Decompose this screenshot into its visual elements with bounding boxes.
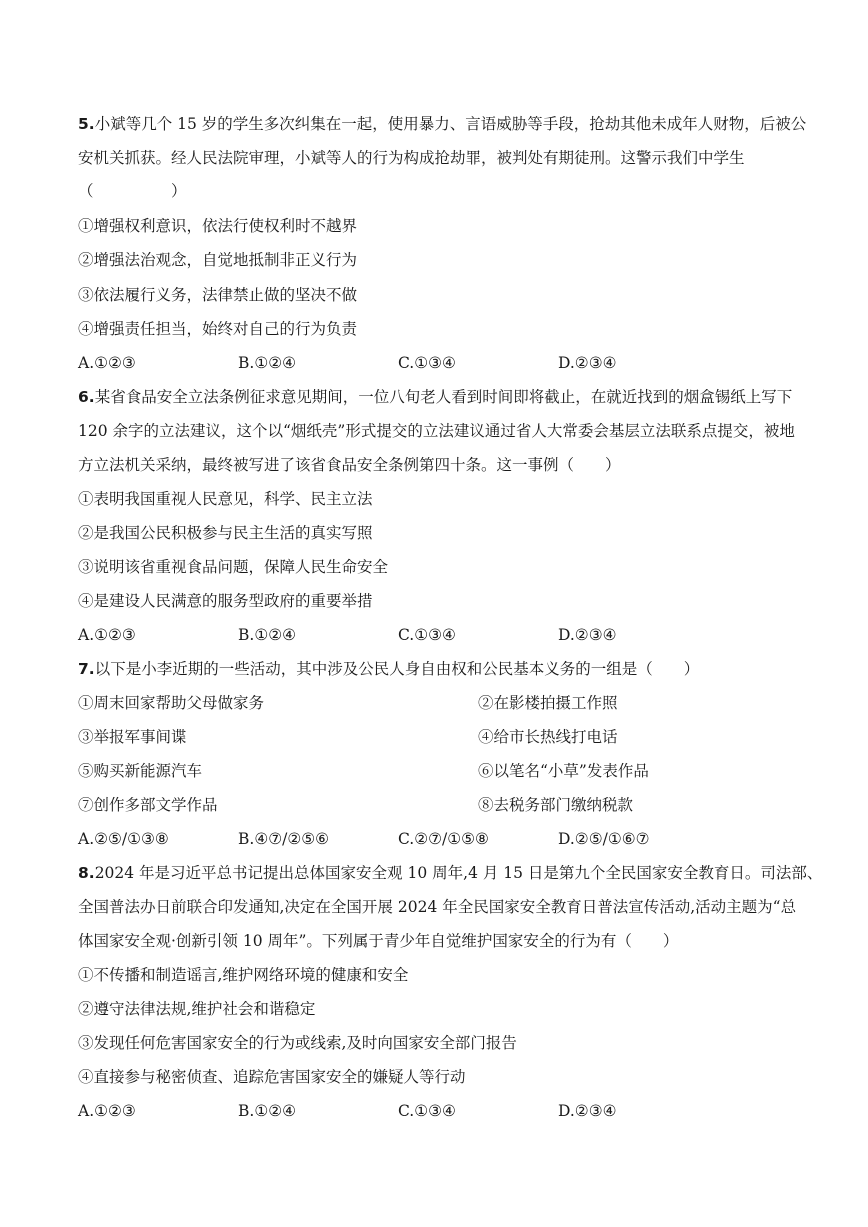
statement: ④是建设人民满意的服务型政府的重要举措 — [78, 592, 373, 610]
statement: ④增强责任担当，始终对自己的行为负责 — [78, 320, 358, 338]
choice-b[interactable]: B.①②④ — [238, 354, 297, 372]
statement: ③依法履行义务，法律禁止做的坚决不做 — [78, 286, 358, 304]
statement: ⑥以笔名“小草”发表作品 — [478, 762, 649, 780]
question-stem: 小斌等几个 15 岁的学生多次纠集在一起，使用暴力、言语威胁等手段，抢劫其他未成年人财物，后被公 — [94, 115, 807, 133]
statement: ③举报军事间谍 — [78, 728, 187, 746]
question-stem: 以下是小李近期的一些活动，其中涉及公民人身自由权和公民基本义务的一组是（ ） — [94, 660, 700, 678]
question-stem: 体国家安全观·创新引领 10 周年”。下列属于青少年自觉维护国家安全的行为有（ ） — [78, 932, 679, 950]
statement: ⑤购买新能源汽车 — [78, 762, 203, 780]
choice-d[interactable]: D.②③④ — [558, 354, 617, 372]
statement: ⑧去税务部门缴纳税款 — [478, 796, 634, 814]
statement: ①不传播和制造谣言,维护网络环境的健康和安全 — [78, 966, 409, 984]
choice-d[interactable]: D.②③④ — [558, 626, 617, 644]
statement: ③说明该省重视食品问题，保障人民生命安全 — [78, 558, 389, 576]
statement: ②是我国公民积极参与民主生活的真实写照 — [78, 524, 373, 542]
statement: ④直接参与秘密侦查、追踪危害国家安全的嫌疑人等行动 — [78, 1068, 466, 1086]
statement: ②增强法治观念，自觉地抵制非正义行为 — [78, 251, 358, 269]
choice-b[interactable]: B.④⑦/②⑤⑥ — [238, 830, 330, 848]
question-8-line-1 — [78, 863, 822, 883]
statement: ③发现任何危害国家安全的行为或线索,及时向国家安全部门报告 — [78, 1034, 517, 1052]
choice-c[interactable]: C.①③④ — [398, 1102, 456, 1120]
choice-c[interactable]: C.②⑦/①⑤⑧ — [398, 830, 489, 848]
question-number: 5. — [78, 115, 95, 133]
statement: ①增强权利意识，依法行使权利时不越界 — [78, 217, 358, 235]
choice-b[interactable]: B.①②④ — [238, 1102, 297, 1120]
statement: ②遵守法律法规,维护社会和谐稳定 — [78, 1000, 316, 1018]
choice-d[interactable]: D.②⑤/①⑥⑦ — [558, 830, 650, 848]
statement: ②在影楼拍摄工作照 — [478, 694, 618, 712]
question-stem: 某省食品安全立法条例征求意见期间，一位八旬老人看到时间即将截止，在就近找到的烟盒锡纸上写下 — [94, 388, 793, 406]
question-stem: 2024 年是习近平总书记提出总体国家安全观 10 周年,4 月 15 日是第九个全民国家安全教育日。司法部、 — [94, 864, 823, 882]
question-stem: 120 余字的立法建议，这个以“烟纸壳”形式提交的立法建议通过省人大常委会基层立法联系点提交，被地 — [78, 422, 795, 440]
choice-a[interactable]: A.②⑤/①③⑧ — [78, 830, 169, 848]
statement: ①周末回家帮助父母做家务 — [78, 694, 265, 712]
question-7-line-1 — [78, 659, 699, 679]
choice-a[interactable]: A.①②③ — [78, 354, 136, 372]
question-stem: 全国普法办日前联合印发通知,决定在全国开展 2024 年全民国家安全教育日普法宣传活动,活动主题为“总 — [78, 898, 797, 916]
statement: ①表明我国重视人民意见，科学、民主立法 — [78, 490, 373, 508]
question-stem: 安机关抓获。经人民法院审理，小斌等人的行为构成抢劫罪，被判处有期徒刑。这警示我们中学生 — [78, 149, 745, 167]
choice-b[interactable]: B.①②④ — [238, 626, 297, 644]
choice-a[interactable]: A.①②③ — [78, 1102, 136, 1120]
question-6-line-1 — [78, 387, 792, 407]
question-number: 8. — [78, 864, 95, 882]
choice-d[interactable]: D.②③④ — [558, 1102, 617, 1120]
question-number: 6. — [78, 388, 95, 406]
choice-c[interactable]: C.①③④ — [398, 354, 456, 372]
question-number: 7. — [78, 660, 95, 678]
choice-c[interactable]: C.①③④ — [398, 626, 456, 644]
statement: ④给市长热线打电话 — [478, 728, 618, 746]
answer-blank: （ ） — [78, 182, 187, 200]
statement: ⑦创作多部文学作品 — [78, 796, 218, 814]
question-5-line-1 — [78, 114, 806, 134]
choice-a[interactable]: A.①②③ — [78, 626, 136, 644]
question-stem: 方立法机关采纳，最终被写进了该省食品安全条例第四十条。这一事例（ ） — [78, 456, 621, 474]
